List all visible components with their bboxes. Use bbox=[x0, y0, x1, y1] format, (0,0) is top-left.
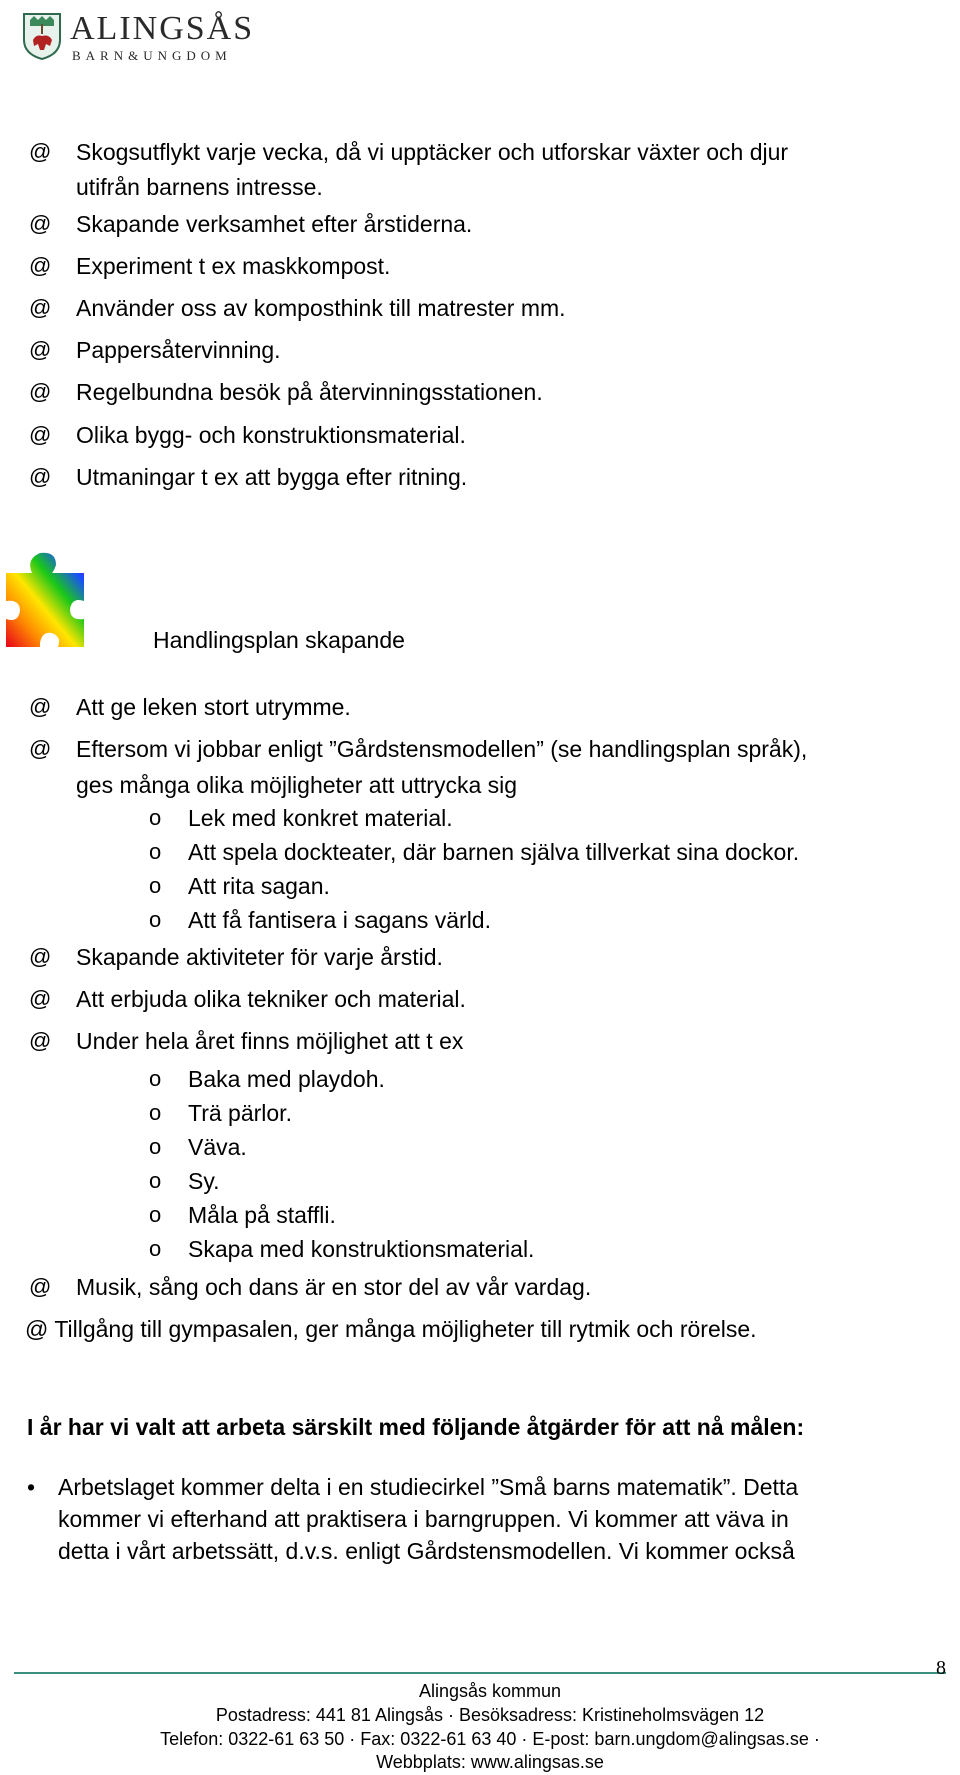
coat-of-arms-icon bbox=[22, 10, 62, 60]
list-bullet: @ bbox=[29, 211, 52, 236]
footer-divider bbox=[14, 1672, 946, 1674]
sub-bullet: o bbox=[149, 1236, 162, 1261]
logo bbox=[22, 8, 282, 63]
sub-list-item: Sy. bbox=[188, 1168, 220, 1194]
logo-name: ALINGSÅS bbox=[70, 10, 255, 47]
sub-bullet: o bbox=[149, 1100, 162, 1125]
sub-list-item: Trä pärlor. bbox=[188, 1100, 292, 1126]
puzzle-piece-icon bbox=[0, 545, 95, 650]
list-item: Regelbundna besök på återvinningsstationen. bbox=[76, 379, 543, 405]
list-bullet: @ bbox=[29, 139, 52, 164]
sub-list-item: Skapa med konstruktionsmaterial. bbox=[188, 1236, 535, 1262]
list-item: Skapande aktiviteter för varje årstid. bbox=[76, 944, 443, 970]
list-item: Använder oss av komposthink till matrester mm. bbox=[76, 295, 566, 321]
list-bullet: @ bbox=[29, 337, 52, 362]
sub-bullet: o bbox=[149, 873, 162, 898]
list-bullet: @ bbox=[29, 694, 52, 719]
list-bullet: @ bbox=[29, 422, 52, 447]
list-item-continued: ges många olika möjligheter att uttrycka sig bbox=[76, 772, 518, 798]
footer-org: Alingsås kommun bbox=[418, 1681, 562, 1701]
list-item: Utmaningar t ex att bygga efter ritning. bbox=[76, 464, 468, 490]
footer-contact: Telefon: 0322-61 63 50 · Fax: 0322-61 63 40 · E-post: barn.ungdom@alingsas.se · bbox=[160, 1729, 820, 1749]
list-bullet: @ bbox=[29, 253, 52, 278]
list-item: Musik, sång och dans är en stor del av vår vardag. bbox=[76, 1274, 592, 1300]
list-item: Olika bygg- och konstruktionsmaterial. bbox=[76, 422, 466, 448]
sub-list-item: Att rita sagan. bbox=[188, 873, 330, 899]
list-bullet: @ bbox=[29, 1028, 52, 1053]
footer-website: Webbplats: www.alingsas.se bbox=[376, 1752, 604, 1772]
footer-address: Postadress: 441 81 Alingsås · Besöksadress: Kristineholmsvägen 12 bbox=[215, 1705, 765, 1725]
sub-list-item: Lek med konkret material. bbox=[188, 805, 453, 831]
list-item: Eftersom vi jobbar enligt ”Gårdstensmodellen” (se handlingsplan språk), bbox=[76, 736, 808, 762]
sub-list-item: Att få fantisera i sagans värld. bbox=[188, 907, 491, 933]
sub-bullet: o bbox=[149, 907, 162, 932]
paragraph-line: kommer vi efterhand att praktisera i barngruppen. Vi kommer att väva in bbox=[58, 1506, 789, 1532]
list-item: Skapande verksamhet efter årstiderna. bbox=[76, 211, 473, 237]
list-item: Skogsutflykt varje vecka, då vi upptäcker och utforskar växter och djur bbox=[76, 139, 789, 165]
sub-bullet: o bbox=[149, 1134, 162, 1159]
list-item-continued: utifrån barnens intresse. bbox=[76, 174, 323, 200]
list-item: Att erbjuda olika tekniker och material. bbox=[76, 986, 466, 1012]
list-bullet: @ bbox=[29, 464, 52, 489]
sub-list-item: Baka med playdoh. bbox=[188, 1066, 385, 1092]
list-bullet: @ bbox=[29, 944, 52, 969]
paragraph-line: detta i vårt arbetssätt, d.v.s. enligt Gårdstensmodellen. Vi kommer också bbox=[58, 1538, 795, 1564]
sub-list-item: Väva. bbox=[188, 1134, 247, 1160]
bullet-dot: • bbox=[27, 1474, 36, 1500]
list-item: Under hela året finns möjlighet att t ex bbox=[76, 1028, 464, 1054]
list-bullet: @ bbox=[29, 295, 52, 320]
sub-bullet: o bbox=[149, 1066, 162, 1091]
sub-list-item: Måla på staffli. bbox=[188, 1202, 336, 1228]
sub-bullet: o bbox=[149, 1168, 162, 1193]
list-bullet: @ bbox=[29, 379, 52, 404]
goals-heading: I år har vi valt att arbeta särskilt med följande åtgärder för att nå målen: bbox=[27, 1414, 805, 1440]
sub-bullet: o bbox=[149, 1202, 162, 1227]
list-item: @ Tillgång till gympasalen, ger många möjligheter till rytmik och rörelse. bbox=[25, 1316, 757, 1342]
list-bullet: @ bbox=[29, 986, 52, 1011]
sub-bullet: o bbox=[149, 839, 162, 864]
sub-list-item: Att spela dockteater, där barnen själva tillverkat sina dockor. bbox=[188, 839, 800, 865]
list-bullet: @ bbox=[29, 1274, 52, 1299]
sub-bullet: o bbox=[149, 805, 162, 830]
list-item: Att ge leken stort utrymme. bbox=[76, 694, 351, 720]
list-bullet: @ bbox=[29, 736, 52, 761]
list-item: Pappersåtervinning. bbox=[76, 337, 281, 363]
section-heading: Handlingsplan skapande bbox=[153, 627, 405, 653]
paragraph-line: Arbetslaget kommer delta i en studiecirkel ”Små barns matematik”. Detta bbox=[58, 1474, 799, 1500]
list-item: Experiment t ex maskkompost. bbox=[76, 253, 391, 279]
page-number: 8 bbox=[936, 1657, 946, 1679]
logo-subtitle: BARN&UNGDOM bbox=[72, 48, 232, 63]
